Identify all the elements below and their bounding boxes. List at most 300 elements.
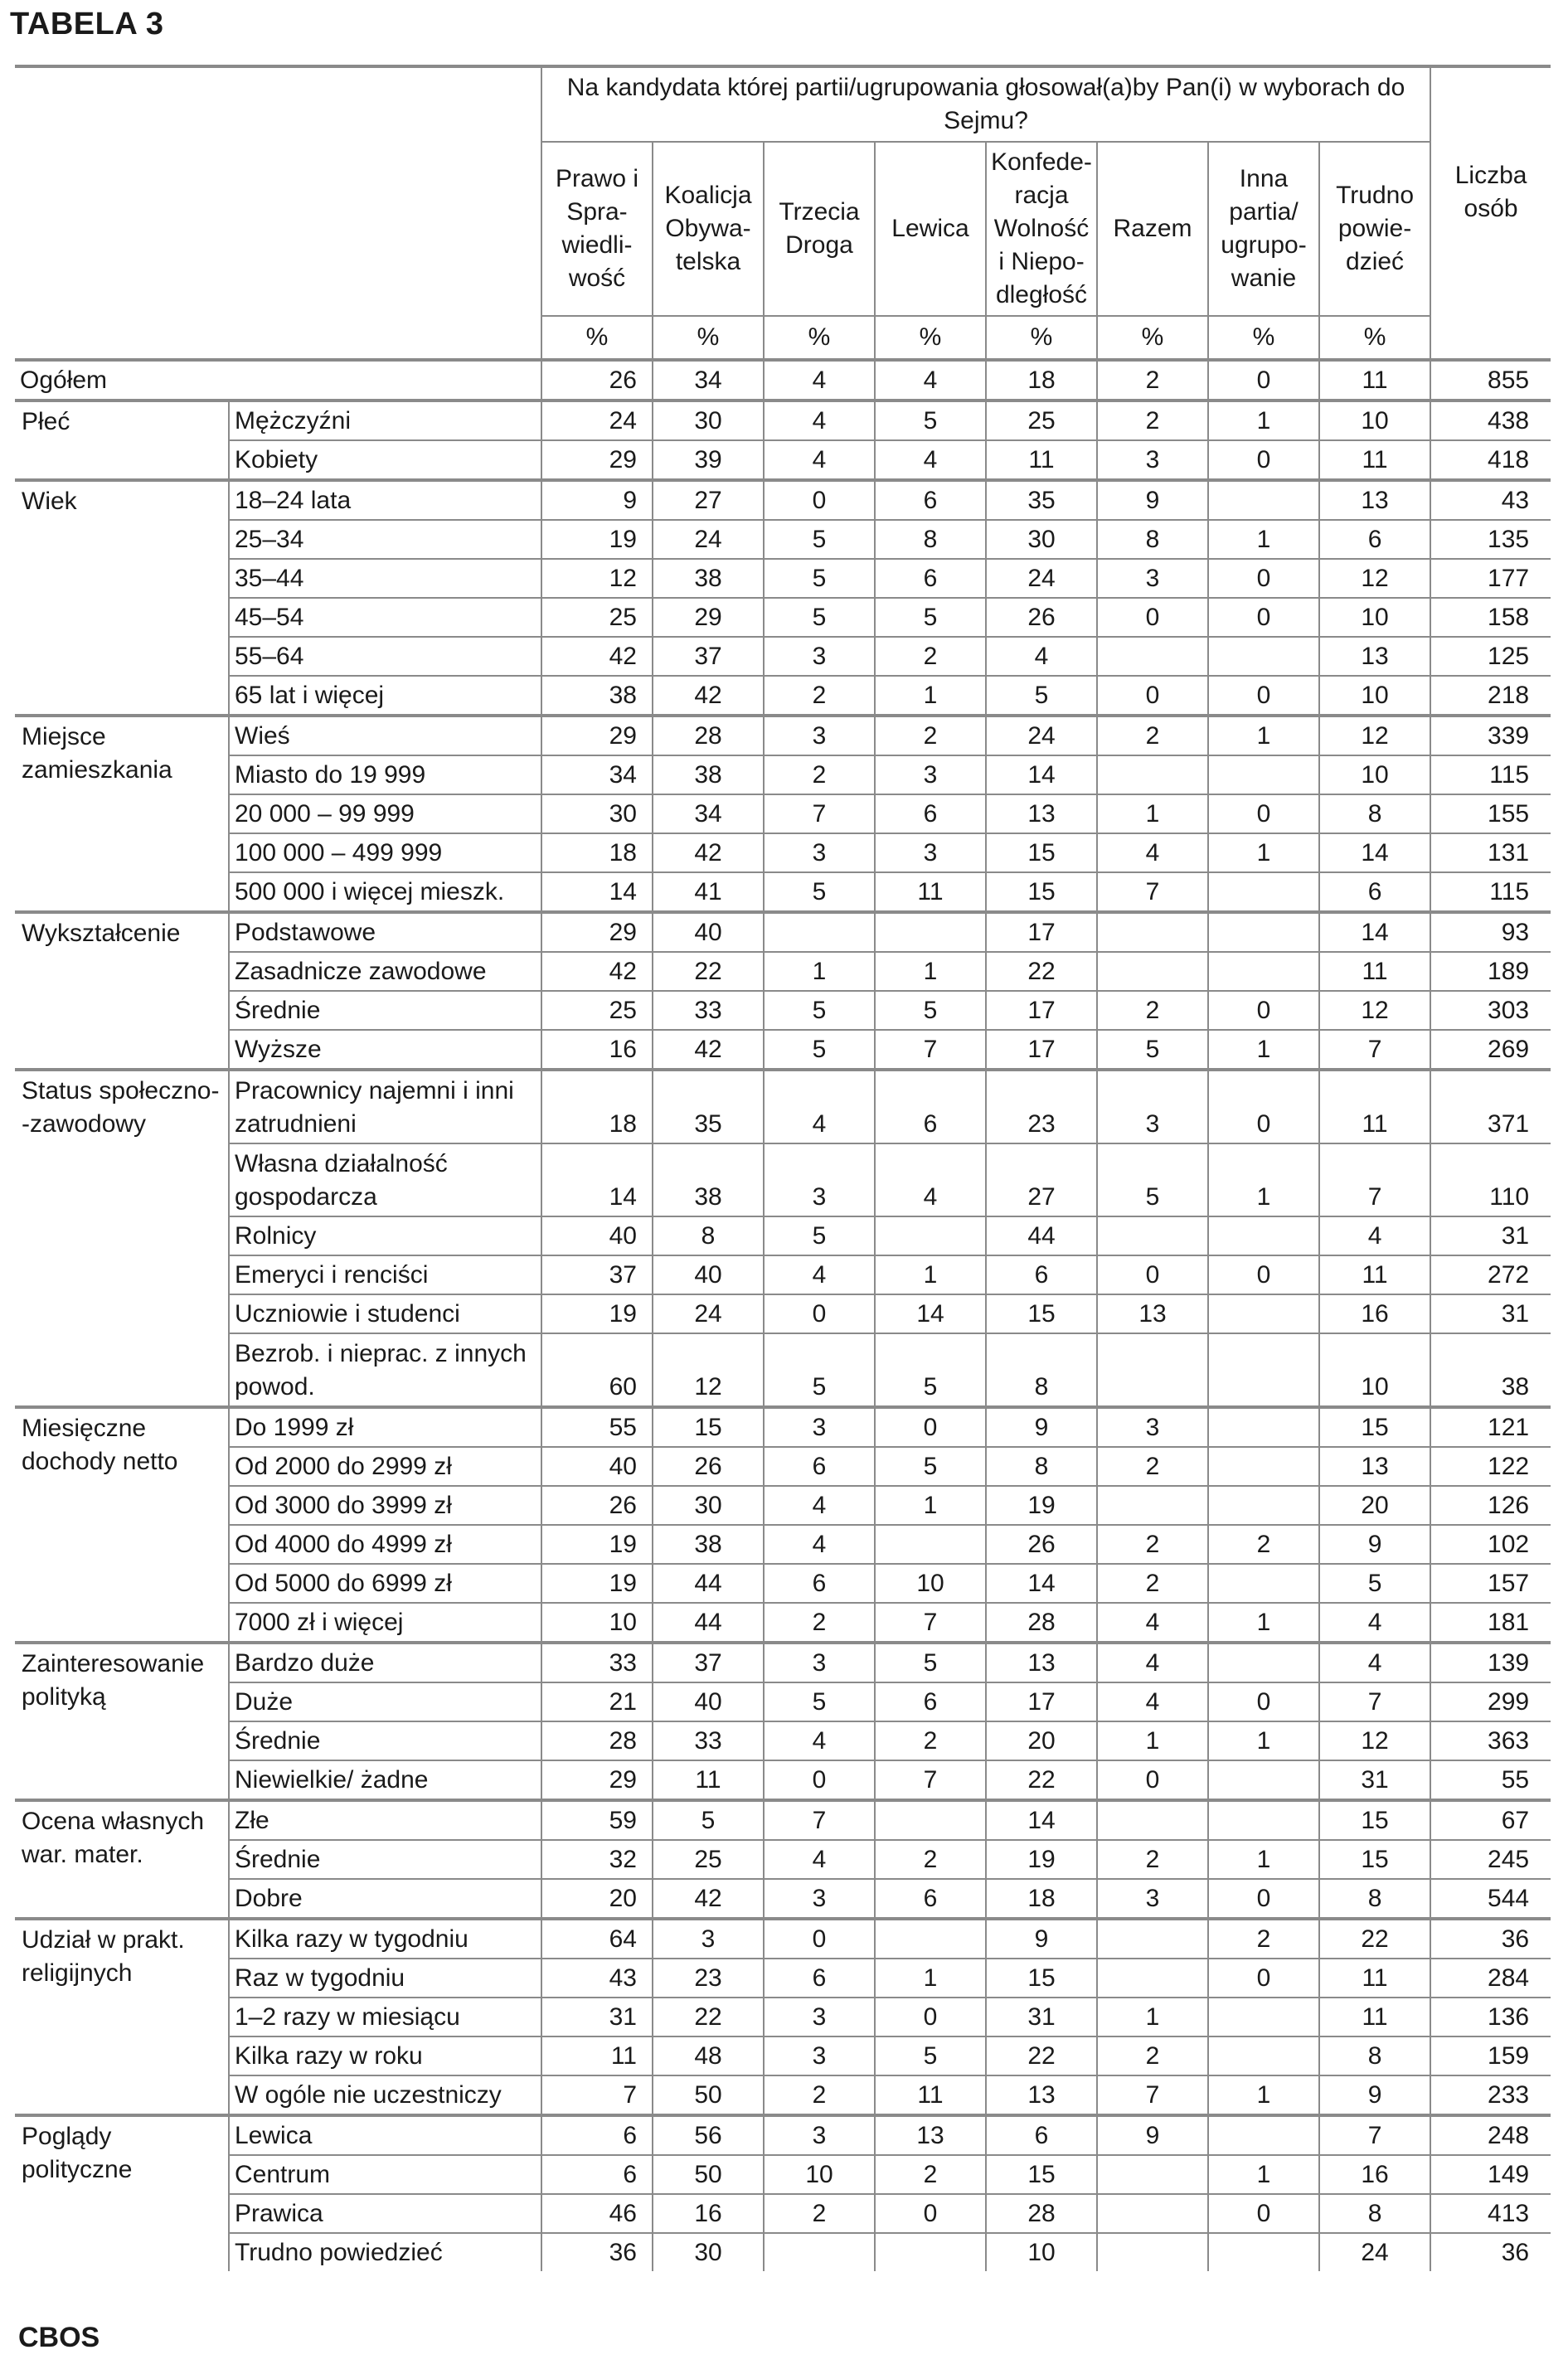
percent-cell: 0 [875,1998,986,2036]
table-row [15,716,1551,755]
percent-cell: 17 [986,1682,1097,1721]
percent-cell: 15 [1319,1800,1430,1840]
percent-cell: 29 [541,440,653,480]
percent-cell: 3 [1097,440,1208,480]
percent-cell: 9 [1319,2075,1430,2115]
percent-cell: 3 [1097,1070,1208,1143]
percent-cell: 42 [653,1879,764,1919]
percent-cell: 4 [764,1840,875,1879]
percent-cell: 18 [986,1879,1097,1919]
percent-cell: 0 [1208,991,1319,1030]
percent-cell: 1 [1208,520,1319,559]
table-title: TABELA 3 [10,7,164,41]
table-row [15,1143,1551,1216]
count-cell: 55 [1430,1760,1551,1800]
percent-cell: 0 [1208,1682,1319,1721]
percent-cell: 3 [764,2115,875,2155]
percent-cell: 0 [1208,794,1319,833]
percent-cell: 5 [875,1447,986,1486]
category-label: Złe [229,1800,541,1840]
percent-cell [764,912,875,952]
percent-cell: 2 [1208,1525,1319,1564]
table-row [15,480,1551,520]
percent-cell: 34 [653,794,764,833]
percent-cell: 2 [875,1721,986,1760]
percent-cell: 5 [653,1800,764,1840]
percent-cell: 2 [875,637,986,676]
percent-cell: 5 [764,1030,875,1070]
percent-cell [1208,480,1319,520]
table-row [15,755,1551,794]
table-row [15,1919,1551,1959]
percent-cell: 11 [1319,1998,1430,2036]
percent-cell [1208,1564,1319,1603]
percent-cell: 24 [541,400,653,440]
percent-cell: 12 [1319,716,1430,755]
percent-cell: 4 [875,1143,986,1216]
table-row [15,1447,1551,1486]
percent-cell: 10 [1319,400,1430,440]
percent-cell: 0 [1208,598,1319,637]
table-row [15,360,1551,400]
count-cell: 126 [1430,1486,1551,1525]
percent-cell: 21 [541,1682,653,1721]
percent-cell: 4 [764,1486,875,1525]
percent-cell: 7 [1319,1030,1430,1070]
percent-cell: 0 [1097,1255,1208,1294]
percent-cell: 4 [764,1525,875,1564]
percent-cell: 35 [986,480,1097,520]
percent-cell: 16 [1319,2155,1430,2194]
count-cell: 303 [1430,991,1551,1030]
percent-cell: 4 [1319,1216,1430,1255]
percent-cell: 0 [764,480,875,520]
percent-cell: 10 [875,1564,986,1603]
percent-cell: 8 [1319,2036,1430,2075]
table-row [15,637,1551,676]
percent-cell: 40 [541,1447,653,1486]
table-row [15,1333,1551,1407]
percent-cell [1208,1333,1319,1407]
category-label: 25–34 [229,520,541,559]
count-cell: 299 [1430,1682,1551,1721]
percent-cell [875,1216,986,1255]
percent-cell: 6 [986,2115,1097,2155]
percent-cell: 15 [653,1407,764,1447]
percent-cell: 9 [1097,480,1208,520]
count-cell: 67 [1430,1800,1551,1840]
percent-cell: 38 [653,1143,764,1216]
percent-cell: 22 [1319,1919,1430,1959]
percent-cell [1208,2115,1319,2155]
table-row [15,2155,1551,2194]
percent-cell: 3 [764,1998,875,2036]
percent-cell: 7 [764,1800,875,1840]
percent-cell: 39 [653,440,764,480]
percent-cell: 7 [1319,2115,1430,2155]
count-cell: 248 [1430,2115,1551,2155]
table-row [15,1643,1551,1682]
count-cell: 38 [1430,1333,1551,1407]
percent-cell: 1 [1208,1721,1319,1760]
percent-cell: 6 [1319,872,1430,912]
table-row [15,1216,1551,1255]
percent-cell: 7 [764,794,875,833]
table-row [15,676,1551,716]
percent-cell: 25 [541,598,653,637]
percent-cell [1097,755,1208,794]
percent-cell: 7 [1319,1682,1430,1721]
percent-unit: % [541,316,653,360]
party-header: Lewica [875,142,986,316]
category-label: 18–24 lata [229,480,541,520]
count-cell: 149 [1430,2155,1551,2194]
percent-cell [875,1525,986,1564]
percent-cell [1208,2233,1319,2271]
count-cell: 36 [1430,1919,1551,1959]
percent-cell: 9 [1319,1525,1430,1564]
percent-cell: 37 [541,1255,653,1294]
count-cell: 339 [1430,716,1551,755]
results-table [15,65,1551,2271]
percent-cell: 4 [1319,1643,1430,1682]
percent-cell: 0 [1208,1959,1319,1998]
percent-cell: 10 [986,2233,1097,2271]
percent-cell: 11 [1319,1070,1430,1143]
percent-cell: 4 [764,360,875,400]
count-cell: 158 [1430,598,1551,637]
percent-cell: 5 [764,520,875,559]
party-header: Inna partia/ ugrupo-wanie [1208,142,1319,316]
percent-cell: 10 [1319,676,1430,716]
table-row [15,559,1551,598]
percent-cell: 14 [541,872,653,912]
percent-cell: 0 [1208,676,1319,716]
percent-cell: 32 [541,1840,653,1879]
percent-cell: 24 [986,559,1097,598]
count-cell: 121 [1430,1407,1551,1447]
percent-cell: 5 [764,1682,875,1721]
percent-cell: 19 [986,1486,1097,1525]
percent-cell: 15 [1319,1407,1430,1447]
count-cell: 233 [1430,2075,1551,2115]
percent-cell: 36 [541,2233,653,2271]
percent-cell: 11 [1319,440,1430,480]
percent-cell: 31 [1319,1760,1430,1800]
percent-cell: 37 [653,637,764,676]
percent-cell: 42 [541,637,653,676]
percent-cell: 7 [1319,1143,1430,1216]
percent-cell: 6 [764,1959,875,1998]
table-row [15,2194,1551,2233]
percent-cell: 15 [986,872,1097,912]
percent-cell: 6 [764,1447,875,1486]
percent-cell [1097,912,1208,952]
percent-cell: 6 [875,1682,986,1721]
percent-cell: 42 [653,1030,764,1070]
count-cell: 269 [1430,1030,1551,1070]
category-label: Od 4000 do 4999 zł [229,1525,541,1564]
category-label: Prawica [229,2194,541,2233]
percent-cell: 3 [1097,1879,1208,1919]
percent-cell [1208,755,1319,794]
category-label: Raz w tygodniu [229,1959,541,1998]
percent-cell: 10 [1319,755,1430,794]
table-row [15,1407,1551,1447]
percent-cell: 2 [875,716,986,755]
percent-cell: 26 [541,360,653,400]
percent-cell [1208,1447,1319,1486]
percent-cell: 12 [1319,559,1430,598]
percent-cell: 13 [1097,1294,1208,1333]
percent-cell: 33 [653,1721,764,1760]
percent-cell: 2 [764,1603,875,1643]
percent-unit: % [764,316,875,360]
count-cell: 131 [1430,833,1551,872]
table-row [15,1959,1551,1998]
percent-cell: 9 [1097,2115,1208,2155]
percent-cell: 8 [1097,520,1208,559]
count-cell: 218 [1430,676,1551,716]
percent-unit: % [986,316,1097,360]
category-label: Średnie [229,991,541,1030]
count-cell: 122 [1430,1447,1551,1486]
percent-cell: 4 [1097,1643,1208,1682]
percent-cell: 5 [764,991,875,1030]
table-row [15,1879,1551,1919]
percent-cell: 14 [986,1800,1097,1840]
table-row [15,1564,1551,1603]
table-row [15,1486,1551,1525]
percent-cell: 2 [1097,991,1208,1030]
percent-cell: 4 [764,1255,875,1294]
percent-cell: 3 [764,716,875,755]
percent-cell: 5 [875,598,986,637]
percent-cell: 23 [986,1070,1097,1143]
category-label: 35–44 [229,559,541,598]
category-label: Bardzo duże [229,1643,541,1682]
percent-cell: 40 [653,912,764,952]
percent-cell: 3 [875,833,986,872]
count-cell: 139 [1430,1643,1551,1682]
header-blank [15,66,541,360]
percent-cell: 7 [1097,2075,1208,2115]
party-header: Trzecia Droga [764,142,875,316]
percent-cell: 17 [986,912,1097,952]
category-label: Kobiety [229,440,541,480]
percent-cell: 8 [1319,794,1430,833]
percent-cell [1208,637,1319,676]
percent-cell: 6 [764,1564,875,1603]
percent-cell: 2 [764,2194,875,2233]
percent-unit: % [875,316,986,360]
percent-cell: 26 [653,1447,764,1486]
percent-cell: 8 [986,1447,1097,1486]
percent-cell [1097,2194,1208,2233]
percent-cell: 15 [986,833,1097,872]
percent-cell: 1 [875,1959,986,1998]
percent-cell: 6 [541,2115,653,2155]
percent-cell: 3 [764,1879,875,1919]
percent-cell: 33 [541,1643,653,1682]
percent-cell: 11 [541,2036,653,2075]
percent-cell [1208,912,1319,952]
percent-cell [1208,952,1319,991]
percent-cell: 11 [875,2075,986,2115]
percent-cell: 10 [541,1603,653,1643]
category-label: Od 2000 do 2999 zł [229,1447,541,1486]
category-label: Średnie [229,1721,541,1760]
percent-cell: 42 [541,952,653,991]
group-label: Ocena własnych war. mater. [15,1800,229,1919]
percent-cell: 29 [653,598,764,637]
percent-cell: 5 [764,559,875,598]
percent-cell: 4 [986,637,1097,676]
percent-cell: 1 [1208,2155,1319,2194]
percent-cell: 26 [986,598,1097,637]
table-row [15,1760,1551,1800]
percent-cell: 8 [653,1216,764,1255]
percent-cell: 4 [1097,833,1208,872]
percent-cell: 43 [541,1959,653,1998]
category-label: Kilka razy w roku [229,2036,541,2075]
percent-cell: 11 [653,1760,764,1800]
percent-cell: 0 [764,1294,875,1333]
percent-cell: 3 [764,1643,875,1682]
percent-cell: 1 [1097,1998,1208,2036]
table-row [15,1070,1551,1143]
question-header: Na kandydata której partii/ugrupowania głosował(a)by Pan(i) w wyborach do Sejmu? [541,66,1430,142]
percent-cell: 64 [541,1919,653,1959]
count-cell: 177 [1430,559,1551,598]
percent-cell: 10 [764,2155,875,2194]
percent-cell: 1 [764,952,875,991]
count-cell: 43 [1430,480,1551,520]
percent-cell: 15 [986,1959,1097,1998]
percent-cell: 8 [1319,2194,1430,2233]
percent-cell: 25 [541,991,653,1030]
count-cell: 110 [1430,1143,1551,1216]
percent-cell: 4 [764,440,875,480]
percent-cell: 60 [541,1333,653,1407]
percent-cell: 14 [986,755,1097,794]
count-cell: 413 [1430,2194,1551,2233]
percent-cell: 5 [875,1333,986,1407]
percent-cell: 26 [541,1486,653,1525]
percent-cell: 42 [653,833,764,872]
group-label: Poglądy polityczne [15,2115,229,2271]
percent-cell: 2 [875,1840,986,1879]
category-label: Dobre [229,1879,541,1919]
table-row [15,520,1551,559]
percent-cell: 0 [875,1407,986,1447]
percent-cell: 26 [986,1525,1097,1564]
percent-cell: 1 [875,1255,986,1294]
table-row [15,1255,1551,1294]
count-cell: 115 [1430,755,1551,794]
category-label: Średnie [229,1840,541,1879]
category-label: 1–2 razy w miesiącu [229,1998,541,2036]
percent-cell: 1 [875,1486,986,1525]
category-label: Duże [229,1682,541,1721]
percent-cell: 2 [1097,1447,1208,1486]
percent-cell: 4 [875,440,986,480]
percent-cell: 7 [875,1603,986,1643]
category-label: Wyższe [229,1030,541,1070]
count-cell: 102 [1430,1525,1551,1564]
percent-cell: 46 [541,2194,653,2233]
percent-cell: 6 [875,1070,986,1143]
category-label: Zasadnicze zawodowe [229,952,541,991]
percent-cell: 14 [875,1294,986,1333]
percent-cell: 20 [986,1721,1097,1760]
percent-cell: 3 [764,2036,875,2075]
percent-unit: % [1208,316,1319,360]
category-label: Podstawowe [229,912,541,952]
table-row [15,1294,1551,1333]
group-label: Płeć [15,400,229,480]
percent-cell: 9 [986,1919,1097,1959]
percent-unit: % [1097,316,1208,360]
count-cell: 189 [1430,952,1551,991]
category-label: Mężczyźni [229,400,541,440]
percent-cell: 6 [875,794,986,833]
category-label: Miasto do 19 999 [229,755,541,794]
percent-cell: 14 [1319,912,1430,952]
percent-cell: 19 [541,1564,653,1603]
percent-cell: 10 [1319,1333,1430,1407]
percent-cell: 38 [653,755,764,794]
percent-cell: 17 [986,991,1097,1030]
percent-cell: 14 [1319,833,1430,872]
percent-cell: 11 [1319,360,1430,400]
percent-cell: 3 [1097,1407,1208,1447]
percent-cell [1208,1216,1319,1255]
group-label: Udział w prakt. religijnych [15,1919,229,2115]
percent-cell: 9 [541,480,653,520]
percent-cell: 12 [1319,991,1430,1030]
percent-cell: 27 [653,480,764,520]
percent-cell: 0 [1208,1070,1319,1143]
percent-cell: 13 [1319,637,1430,676]
percent-cell [764,2233,875,2271]
count-cell: 159 [1430,2036,1551,2075]
percent-cell: 44 [653,1603,764,1643]
table-row [15,2075,1551,2115]
percent-cell: 4 [764,1721,875,1760]
percent-cell: 59 [541,1800,653,1840]
table-row [15,1800,1551,1840]
percent-cell: 1 [1208,716,1319,755]
percent-cell: 56 [653,2115,764,2155]
percent-cell: 13 [986,794,1097,833]
percent-cell: 6 [875,1879,986,1919]
table-row [15,1682,1551,1721]
percent-cell: 14 [541,1143,653,1216]
percent-cell: 3 [653,1919,764,1959]
percent-cell: 7 [875,1030,986,1070]
category-label: Emeryci i renciści [229,1255,541,1294]
percent-cell: 7 [541,2075,653,2115]
percent-cell: 11 [986,440,1097,480]
percent-cell: 4 [1319,1603,1430,1643]
table-row [15,1030,1551,1070]
count-unit-blank [1430,316,1551,360]
percent-cell: 40 [541,1216,653,1255]
percent-cell: 44 [986,1216,1097,1255]
percent-cell: 15 [1319,1840,1430,1879]
percent-cell: 13 [986,2075,1097,2115]
